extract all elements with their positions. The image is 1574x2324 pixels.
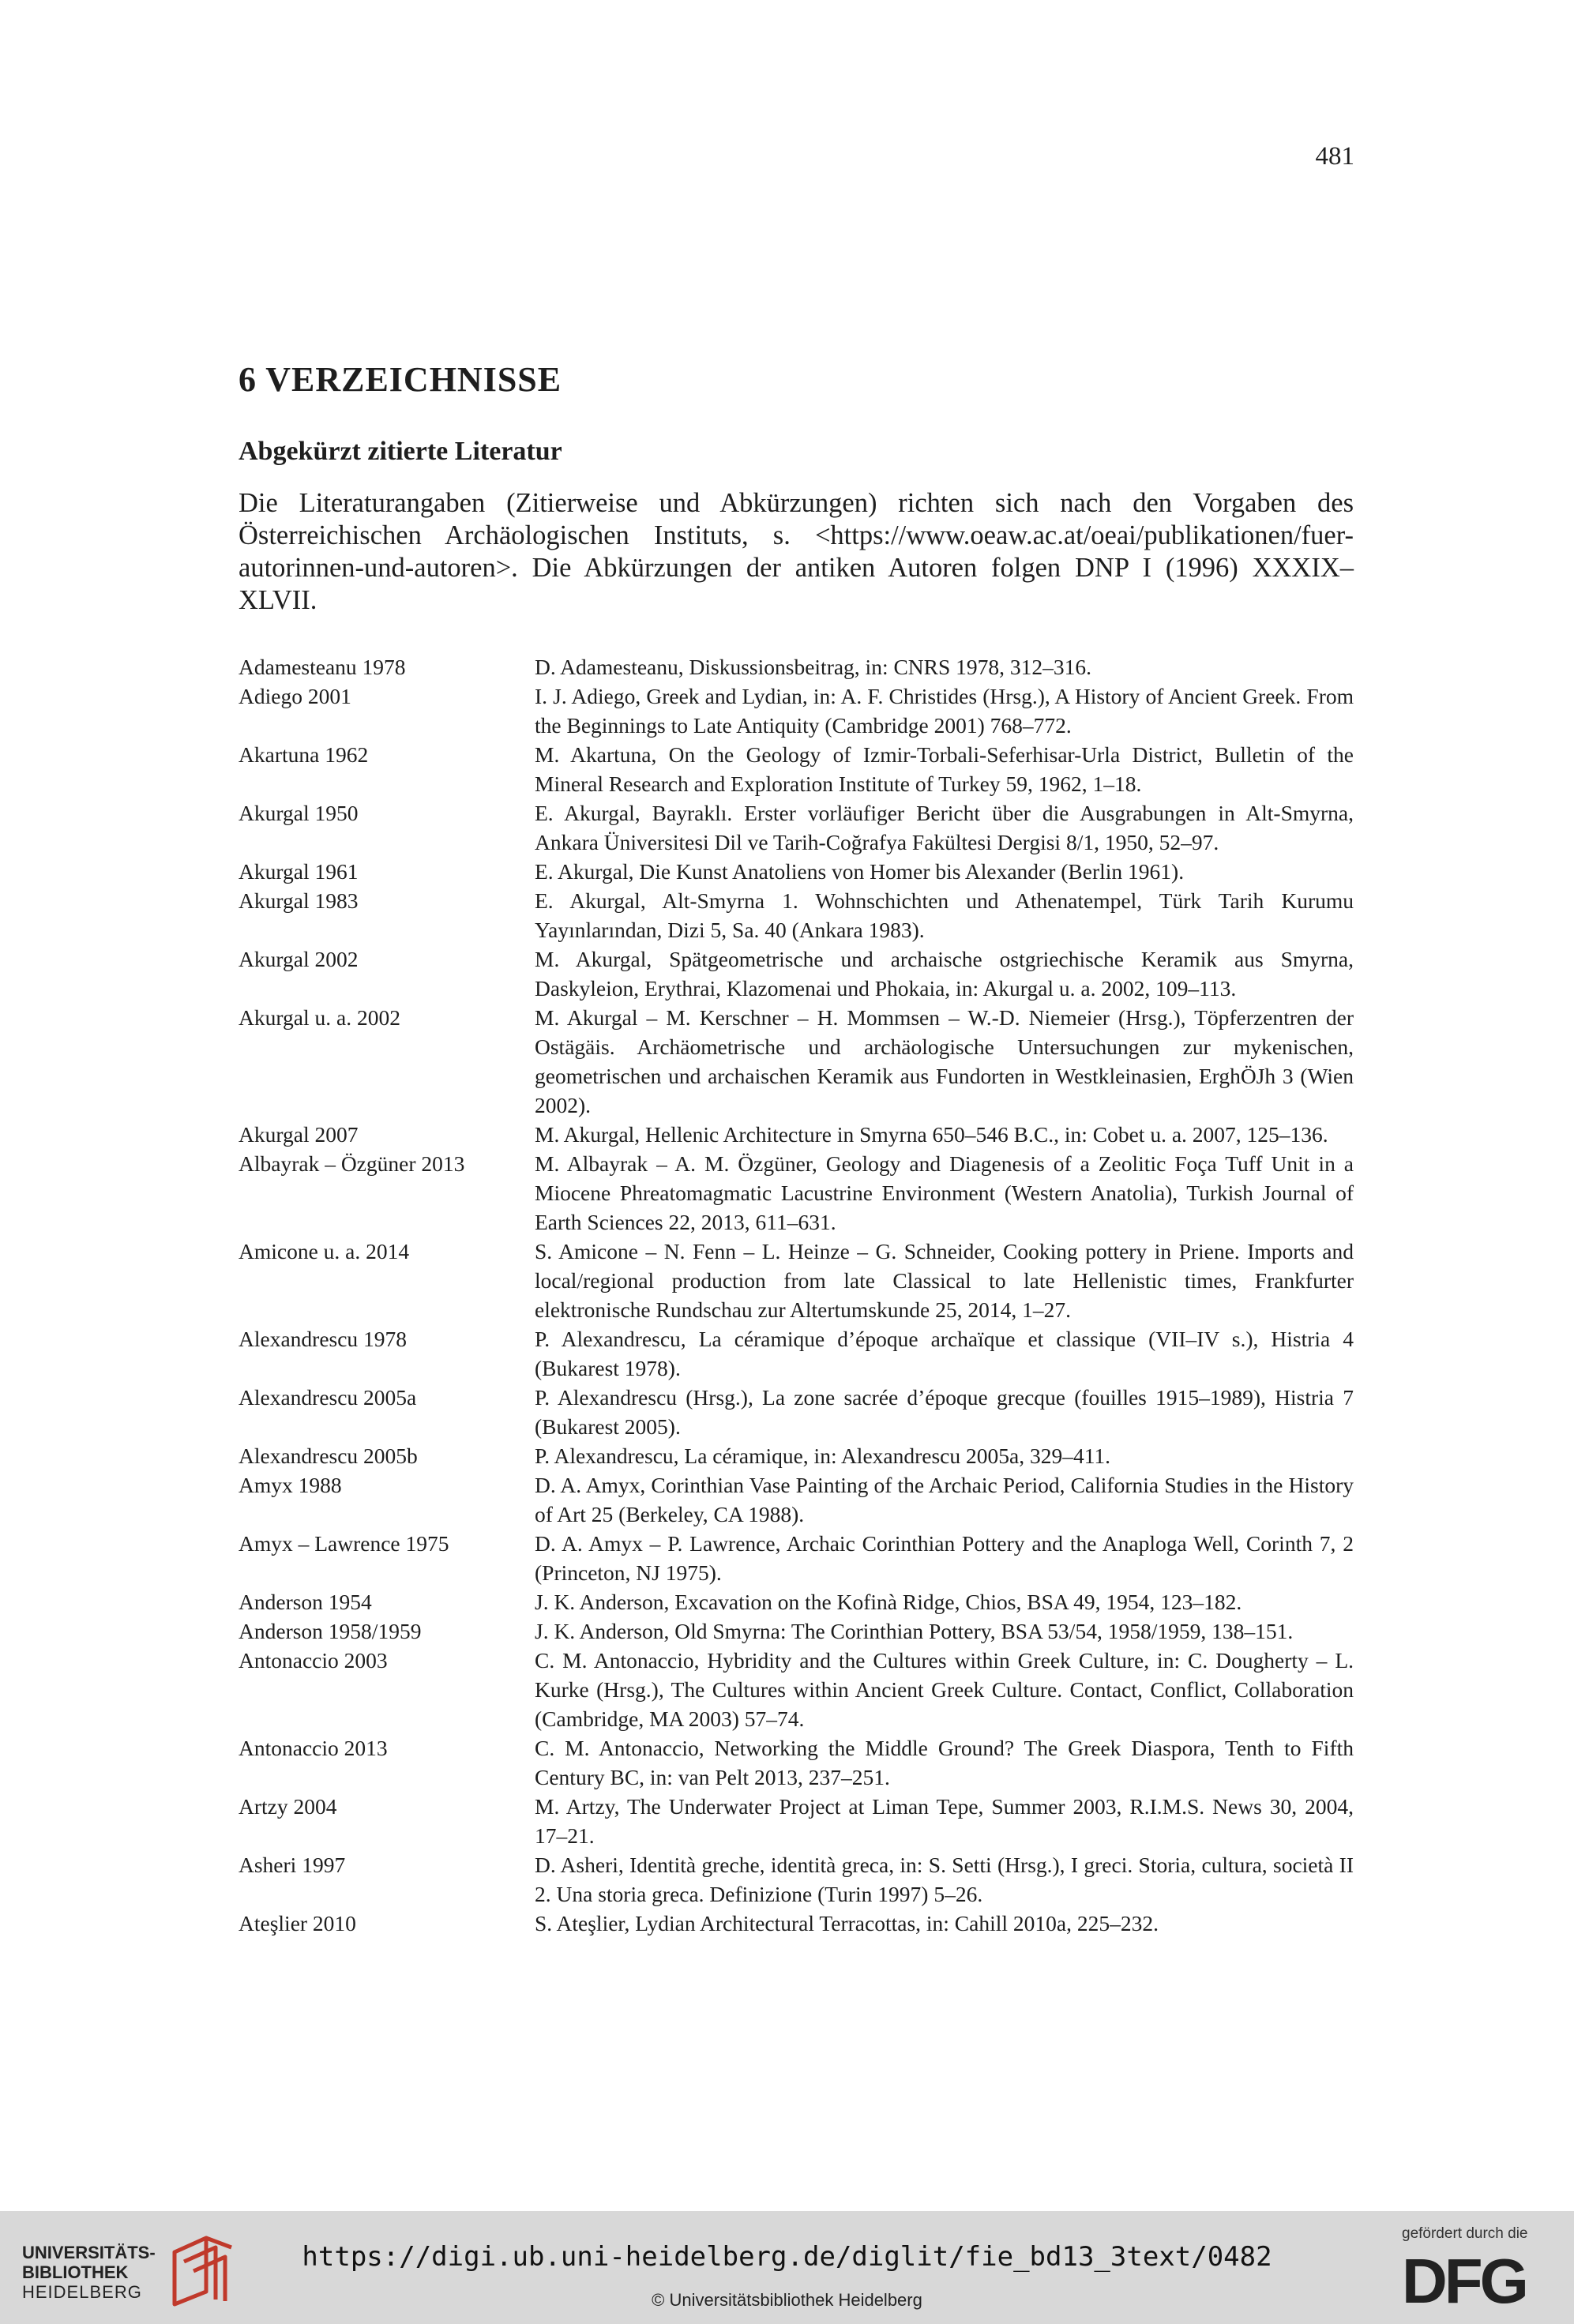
bibliography-entry [239,1646,1354,1733]
citation-key: Alexandrescu 2005b [239,1444,418,1468]
citation-key: Anderson 1958/1959 [239,1619,422,1643]
citation-reference: M. Akurgal, Spätgeometrische und archaische ostgriechische Keramik aus Smyrna, Daskyleion, Erythrai, Klazomenai und Phokaia, in: Akurgal u. a. 2002, 109–113. [535,947,1354,1001]
citation-reference: D. A. Amyx – P. Lawrence, Archaic Corinthian Pottery and the Anaploga Well, Corinth 7, 2 (Princeton, NJ 1975). [535,1531,1354,1585]
bibliography-entry [239,1237,1354,1324]
chapter-title: 6 VERZEICHNISSE [239,360,562,399]
citation-key: Alexandrescu 2005a [239,1385,417,1410]
citation-reference: J. K. Anderson, Old Smyrna: The Corinthian Pottery, BSA 53/54, 1958/1959, 138–151. [535,1619,1294,1643]
citation-reference: M. Akurgal, Hellenic Architecture in Smyrna 650–546 B.C., in: Cobet u. a. 2007, 125–136. [535,1122,1328,1147]
citation-reference: D. Adamesteanu, Diskussionsbeitrag, in: CNRS 1978, 312–316. [535,655,1092,679]
citation-reference: P. Alexandrescu, La céramique, in: Alexandrescu 2005a, 329–411. [535,1444,1111,1468]
footer-copyright: © Universitätsbibliothek Heidelberg [652,2290,922,2310]
bibliography-entry [239,857,1354,886]
citation-key: Amicone u. a. 2014 [239,1239,410,1263]
citation-key: Asheri 1997 [239,1853,346,1877]
citation-key: Adiego 2001 [239,684,351,708]
citation-reference: S. Amicone – N. Fenn – L. Heinze – G. Schneider, Cooking pottery in Priene. Imports and local/regional production from late Classical to late Hellenistic times, Frankfurter elektronische Rundschau zur Altertumskunde 25, 2014, 1–27. [535,1239,1354,1322]
bibliography-entry [239,1120,1354,1149]
citation-key: Akurgal 2007 [239,1122,359,1147]
page-number: 481 [1315,142,1354,171]
bibliography-entry [239,652,1354,681]
citation-reference: E. Akurgal, Bayraklı. Erster vorläufiger Bericht über die Ausgrabungen in Alt-Smyrna, Ankara Üniversitesi Dil ve Tarih-Coğrafya Fakültesi Dergisi 8/1, 1950, 52–97. [535,801,1354,854]
citation-key: Akurgal u. a. 2002 [239,1005,400,1030]
citation-key: Antonaccio 2003 [239,1648,388,1673]
bibliography-entry [239,886,1354,944]
citation-reference: I. J. Adiego, Greek and Lydian, in: A. F. Christides (Hrsg.), A History of Ancient Greek. From the Beginnings to Late Antiquity (Cambridge 2001) 768–772. [535,684,1354,738]
bibliography-entry [239,1909,1354,1938]
section-title: Abgekürzt zitierte Literatur [239,437,562,466]
bibliography-entry [239,1850,1354,1909]
bibliography-list [239,652,1354,1938]
bibliography-entry [239,1003,1354,1120]
citation-key: Ateşlier 2010 [239,1911,356,1935]
bibliography-entry [239,1529,1354,1587]
bibliography-entry [239,1733,1354,1792]
citation-key: Alexandrescu 1978 [239,1327,408,1351]
library-name-line-1: UNIVERSITÄTS- [22,2243,156,2262]
footer-bar [0,2211,1574,2324]
citation-reference: D. A. Amyx, Corinthian Vase Painting of the Archaic Period, California Studies in the History of Art 25 (Berkeley, CA 1988). [535,1473,1354,1526]
citation-reference: S. Ateşlier, Lydian Architectural Terracottas, in: Cahill 2010a, 225–232. [535,1911,1159,1935]
citation-reference: J. K. Anderson, Excavation on the Kofinà Ridge, Chios, BSA 49, 1954, 123–182. [535,1590,1242,1614]
bibliography-entry [239,1616,1354,1646]
bibliography-entry [239,740,1354,798]
bibliography-entry [239,798,1354,857]
citation-reference: E. Akurgal, Alt-Smyrna 1. Wohnschichten und Athenatempel, Türk Tarih Kurumu Yayınlarından, Dizi 5, Sa. 40 (Ankara 1983). [535,888,1354,942]
bibliography-entry [239,1441,1354,1470]
citation-key: Albayrak – Özgüner 2013 [239,1151,465,1176]
citation-reference: M. Artzy, The Underwater Project at Liman Tepe, Summer 2003, R.I.M.S. News 30, 2004, 17–21. [535,1794,1354,1848]
library-name-line-3: HEIDELBERG [22,2282,142,2302]
bibliography-entry [239,1324,1354,1383]
citation-reference: P. Alexandrescu, La céramique d’époque archaïque et classique (VII–IV s.), Histria 4 (Bukarest 1978). [535,1327,1354,1380]
bibliography-entry [239,681,1354,740]
citation-reference: M. Albayrak – A. M. Özgüner, Geology and Diagenesis of a Zeolitic Foça Tuff Unit in a Miocene Phreatomagmatic Lacustrine Environment (Western Anatolia), Turkish Journal of Earth Sciences 22, 2013, 611–631. [535,1151,1354,1234]
citation-key: Akurgal 1950 [239,801,359,825]
citation-key: Artzy 2004 [239,1794,337,1819]
citation-key: Akartuna 1962 [239,742,369,767]
citation-key: Akurgal 1961 [239,859,359,884]
citation-key: Adamesteanu 1978 [239,655,406,679]
funding-caption: gefördert durch die [1402,2225,1528,2242]
footer-url-link[interactable]: https://digi.ub.uni-heidelberg.de/diglit/fie_bd13_3text/0482 [302,2241,1272,2273]
citation-key: Anderson 1954 [239,1590,372,1614]
citation-reference: P. Alexandrescu (Hrsg.), La zone sacrée d’époque grecque (fouilles 1915–1989), Histria 7 (Bukarest 2005). [535,1385,1354,1439]
bibliography-entry [239,1587,1354,1616]
dfg-logo-icon: DFG [1402,2246,1526,2316]
citation-key: Akurgal 2002 [239,947,359,971]
citation-key: Akurgal 1983 [239,888,359,913]
citation-reference: M. Akurgal – M. Kerschner – H. Mommsen – W.-D. Niemeier (Hrsg.), Töpferzentren der Ostägäis. Archäometrische und archäologische Untersuchungen zur mykenischen, geometrischen und archaischen Keramik aus Fundorten in Westkleinasien, ErghÖJh 3 (Wien 2002). [535,1005,1354,1117]
library-name-line-2: BIBLIOTHEK [22,2262,129,2282]
citation-reference: C. M. Antonaccio, Hybridity and the Cultures within Greek Culture, in: C. Dougherty – L. Kurke (Hrsg.), The Cultures within Ancient Greek Culture. Contact, Conflict, Collaboration (Cambridge, MA 2003) 57–74. [535,1648,1354,1731]
bibliography-entry [239,1149,1354,1237]
citation-key: Amyx – Lawrence 1975 [239,1531,449,1556]
citation-reference: M. Akartuna, On the Geology of Izmir-Torbali-Seferhisar-Urla District, Bulletin of the Mineral Research and Exploration Institute of Turkey 59, 1962, 1–18. [535,742,1354,796]
citation-reference: D. Asheri, Identità greche, identità greca, in: S. Setti (Hrsg.), I greci. Storia, cultura, società II 2. Una storia greca. Definizione (Turin 1997) 5–26. [535,1853,1354,1906]
bibliography-entry [239,1792,1354,1850]
dfg-logo[interactable] [1402,2225,1560,2320]
citation-reference: C. M. Antonaccio, Networking the Middle Ground? The Greek Diaspora, Tenth to Fifth Century BC, in: van Pelt 2013, 237–251. [535,1736,1354,1789]
citation-key: Antonaccio 2013 [239,1736,388,1760]
citation-key: Amyx 1988 [239,1473,342,1497]
bibliography-entry [239,1470,1354,1529]
bibliography-entry [239,1383,1354,1441]
bibliography-entry [239,944,1354,1003]
intro-paragraph: Die Literaturangaben (Zitierweise und Abkürzungen) richten sich nach den Vorgaben des Österreichischen Archäologischen Instituts, s. <https://www.oeaw.ac.at/oeai/publikationen/fuer-autorinnen-und-autoren>. Die Abkürzungen der antiken Autoren folgen DNP I (1996) XXXIX–XLVII. [239,488,1354,615]
citation-reference: E. Akurgal, Die Kunst Anatoliens von Homer bis Alexander (Berlin 1961). [535,859,1185,884]
